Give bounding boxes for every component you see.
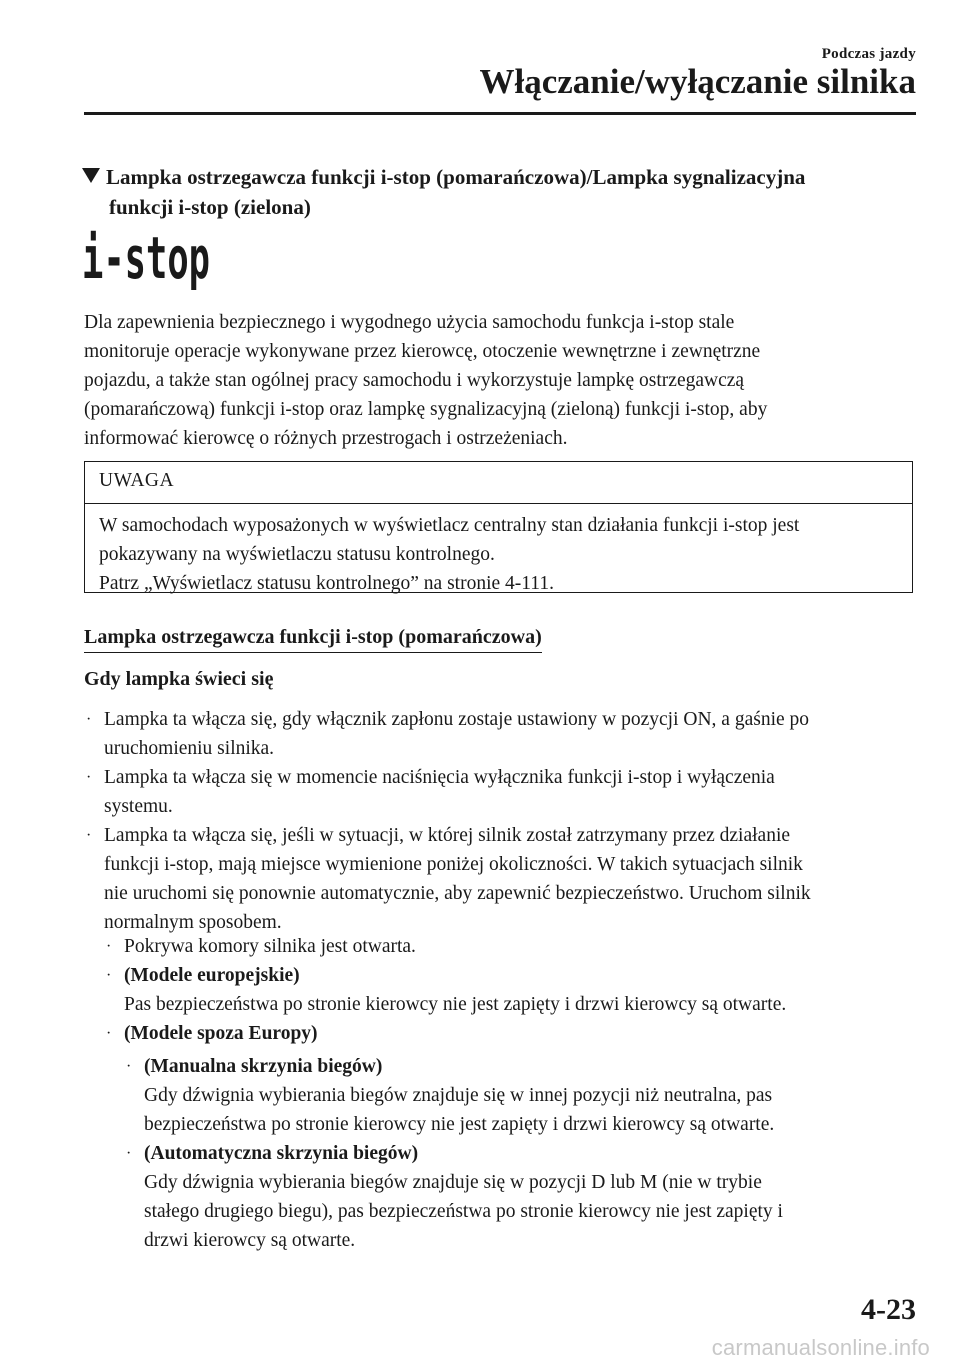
bullet-icon: · bbox=[106, 938, 112, 955]
bullet-list bbox=[84, 705, 914, 937]
bullet-icon: · bbox=[126, 1058, 132, 1075]
list-item bbox=[104, 961, 904, 1019]
intro-line: (pomarańczową) funkcji i-stop oraz lampkę sygnalizacyjną (zieloną) funkcji i-stop, aby bbox=[84, 399, 768, 420]
note-divider bbox=[85, 503, 912, 504]
bullet-icon: · bbox=[86, 711, 92, 728]
bullet-icon: · bbox=[106, 1025, 112, 1042]
list-item-line: drzwi kierowcy są otwarte. bbox=[144, 1230, 356, 1251]
list-item bbox=[104, 932, 904, 961]
list-item bbox=[84, 763, 914, 821]
page-number: 4-23 bbox=[861, 1293, 916, 1326]
list-item-line: Lampka ta włącza się, jeśli w sytuacji, w której silnik został zatrzymany przez działanie bbox=[104, 825, 791, 846]
list-item bbox=[104, 1019, 904, 1048]
list-item-line: Gdy dźwignia wybierania biegów znajduje się w pozycji D lub M (nie w trybie bbox=[144, 1172, 762, 1193]
heading-line-1: Lampka ostrzegawcza funkcji i-stop (pomarańczowa)/Lampka sygnalizacyjna bbox=[106, 165, 806, 189]
note-line: pokazywany na wyświetlaczu statusu kontrolnego. bbox=[99, 544, 495, 565]
note-line: Patrz „Wyświetlacz statusu kontrolnego” na stronie 4-111. bbox=[99, 573, 554, 594]
list-item-title: (Modele spoza Europy) bbox=[124, 1023, 318, 1044]
section-heading bbox=[82, 162, 882, 222]
note-line: W samochodach wyposażonych w wyświetlacz centralny stan działania funkcji i-stop jest bbox=[99, 515, 800, 536]
header-divider bbox=[84, 112, 916, 115]
list-item-text: Pokrywa komory silnika jest otwarta. bbox=[124, 936, 416, 957]
subsubsection-heading: Gdy lampka świeci się bbox=[84, 668, 274, 690]
list-item-line: bezpieczeństwa po stronie kierowcy nie jest zapięty i drzwi kierowcy są otwarte. bbox=[144, 1114, 775, 1135]
intro-line: Dla zapewnienia bezpiecznego i wygodnego użycia samochodu funkcja i-stop stale bbox=[84, 312, 735, 333]
list-item-line: systemu. bbox=[104, 796, 173, 817]
bullet-icon: · bbox=[126, 1145, 132, 1162]
list-item-text: Pas bezpieczeństwa po stronie kierowcy nie jest zapięty i drzwi kierowcy są otwarte. bbox=[124, 994, 787, 1015]
note-box bbox=[84, 461, 913, 593]
istop-symbol-text: i-stop bbox=[82, 224, 210, 292]
intro-line: pojazdu, a także stan ogólnej pracy samochodu i wykorzystuje lampkę ostrzegawczą bbox=[84, 370, 745, 391]
note-text bbox=[99, 511, 909, 598]
heading-line-2: funkcji i-stop (zielona) bbox=[109, 195, 311, 219]
list-item-line: funkcji i-stop, mają miejsce wymienione poniżej okoliczności. W takich sytuacjach silnik bbox=[104, 854, 803, 875]
list-item-line: uruchomieniu silnika. bbox=[104, 738, 275, 759]
list-item-line: Gdy dźwignia wybierania biegów znajduje się w innej pozycji niż neutralna, pas bbox=[144, 1085, 773, 1106]
list-item-title: (Automatyczna skrzynia biegów) bbox=[144, 1143, 419, 1164]
list-item-line: stałego drugiego biegu), pas bezpieczeństwa po stronie kierowcy nie jest zapięty i bbox=[144, 1201, 783, 1222]
heading-marker-icon bbox=[82, 168, 100, 183]
nested-bullet-list-level-3 bbox=[124, 1052, 904, 1255]
bullet-icon: · bbox=[86, 769, 92, 786]
list-item bbox=[124, 1052, 904, 1139]
list-item-title: (Modele europejskie) bbox=[124, 965, 300, 986]
intro-line: monitoruje operacje wykonywane przez kierowcę, otoczenie wewnętrzne i zewnętrzne bbox=[84, 341, 761, 362]
nested-bullet-list bbox=[104, 932, 904, 1048]
intro-paragraph bbox=[84, 308, 904, 453]
bullet-icon: · bbox=[86, 827, 92, 844]
list-item-line: normalnym sposobem. bbox=[104, 912, 282, 933]
bullet-icon: · bbox=[106, 967, 112, 984]
watermark: carmanualsonline.info bbox=[711, 1335, 930, 1360]
list-item bbox=[84, 821, 914, 937]
list-item bbox=[124, 1139, 904, 1255]
list-item-line: Lampka ta włącza się w momencie naciśnięcia wyłącznika funkcji i-stop i wyłączenia bbox=[104, 767, 775, 788]
intro-line: informować kierowcę o różnych przestrogach i ostrzeżeniach. bbox=[84, 428, 568, 449]
note-title: UWAGA bbox=[99, 470, 175, 491]
list-item-line: Lampka ta włącza się, gdy włącznik zapłonu zostaje ustawiony w pozycji ON, a gaśnie po bbox=[104, 709, 810, 730]
list-item-title: (Manualna skrzynia biegów) bbox=[144, 1056, 383, 1077]
list-item bbox=[84, 705, 914, 763]
list-item-line: nie uruchomi się ponownie automatycznie, aby zapewnić bezpieczeństwo. Uruchom silnik bbox=[104, 883, 811, 904]
page-title: Włączanie/wyłączanie silnika bbox=[479, 62, 916, 101]
istop-indicator-icon bbox=[82, 224, 214, 305]
section-label: Podczas jazdy bbox=[821, 46, 916, 62]
subsection-heading: Lampka ostrzegawcza funkcji i-stop (pomarańczowa) bbox=[84, 626, 542, 653]
